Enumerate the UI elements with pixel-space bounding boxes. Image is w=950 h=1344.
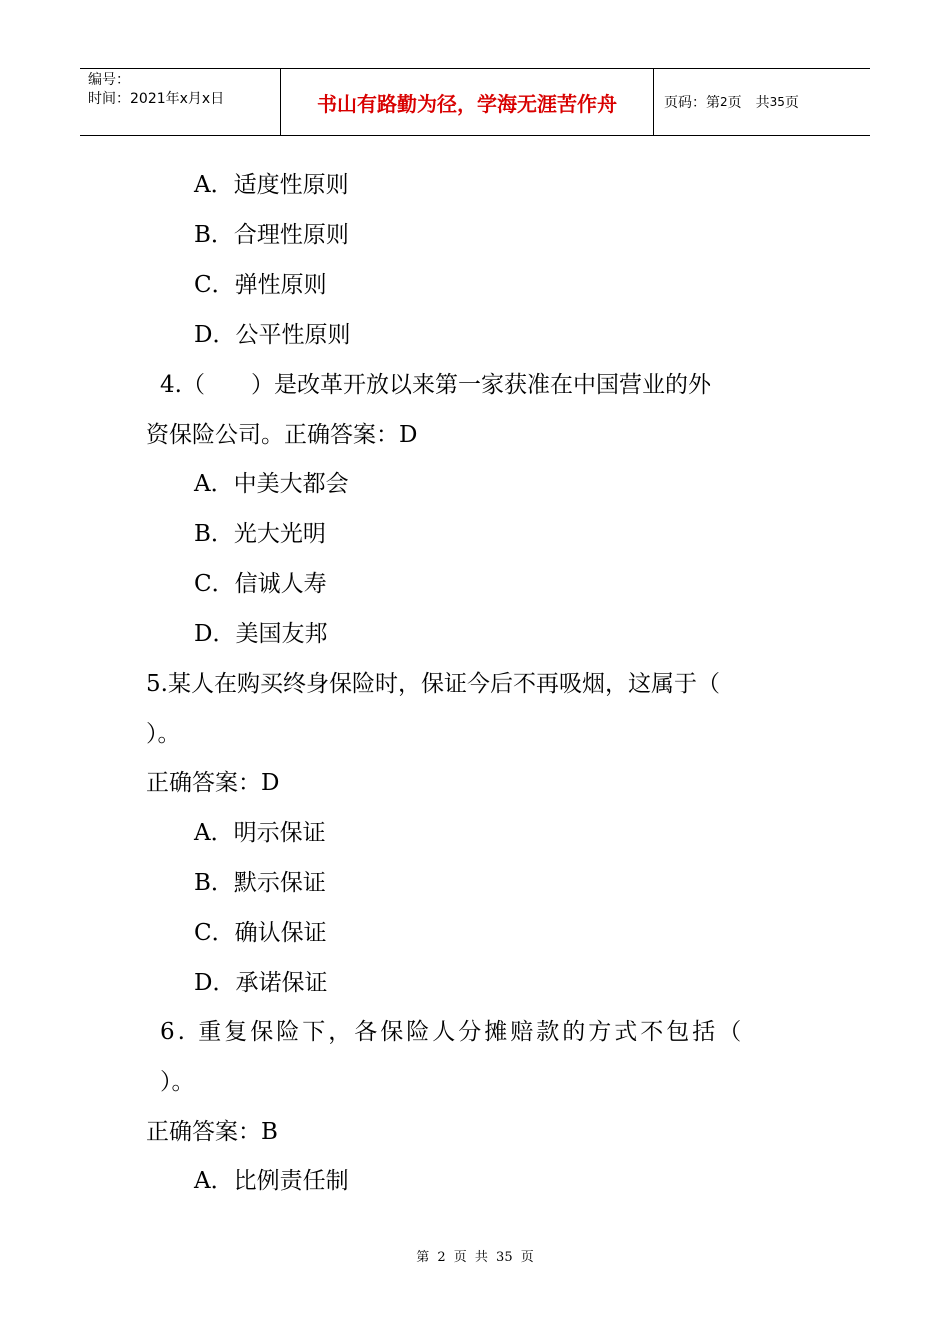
question-4-line2: 资保险公司。正确答案：D xyxy=(146,422,418,448)
header-page-info xyxy=(654,69,870,135)
option-q3-b: B．合理性原则 xyxy=(194,222,349,248)
question-5-answer: 正确答案：D xyxy=(146,770,280,796)
option-q6-a: A．比例责任制 xyxy=(194,1168,349,1194)
question-6-line2: ）。 xyxy=(160,1069,195,1095)
question-5-line2: ）。 xyxy=(146,721,181,747)
option-q4-c: C．信诚人寿 xyxy=(194,571,327,597)
question-5-line1: 5.某人在购买终身保险时，保证今后不再吸烟，这属于（ xyxy=(146,671,720,697)
header-motto: 书山有路勤为径，学海无涯苦作舟 xyxy=(281,69,654,135)
option-q4-a: A．中美大都会 xyxy=(194,471,349,497)
page-prefix: 页码：第 xyxy=(664,95,720,111)
question-4-line1: 4.（ ）是改革开放以来第一家获准在中国营业的外 xyxy=(160,372,711,398)
page-mid: 页 共 xyxy=(727,95,770,111)
question-6-answer: 正确答案：B xyxy=(146,1119,278,1145)
option-q5-c: C．确认保证 xyxy=(194,920,327,946)
serial-label: 编号： xyxy=(88,72,130,88)
option-q4-d: D．美国友邦 xyxy=(194,621,328,647)
option-q5-b: B．默示保证 xyxy=(194,870,326,896)
page-current: 2 xyxy=(720,95,728,109)
option-q4-b: B．光大光明 xyxy=(194,521,326,547)
question-6-line1: 6. 重复保险下，各保险人分摊赔款的方式不包括（ xyxy=(160,1019,745,1045)
header-meta xyxy=(80,69,281,135)
option-q5-a: A．明示保证 xyxy=(194,820,326,846)
option-q3-d: D．公平性原则 xyxy=(194,322,351,348)
option-q5-d: D．承诺保证 xyxy=(194,970,328,996)
option-q3-c: C．弹性原则 xyxy=(194,272,327,298)
page-total: 35 xyxy=(769,95,785,109)
page-footer: 第 2 页 共 35 页 xyxy=(416,1250,534,1265)
page-header xyxy=(80,68,870,136)
option-q3-a: A．适度性原则 xyxy=(194,172,349,198)
date-label: 时间：2021年x月x日 xyxy=(88,91,225,107)
page-suffix: 页 xyxy=(784,95,799,111)
